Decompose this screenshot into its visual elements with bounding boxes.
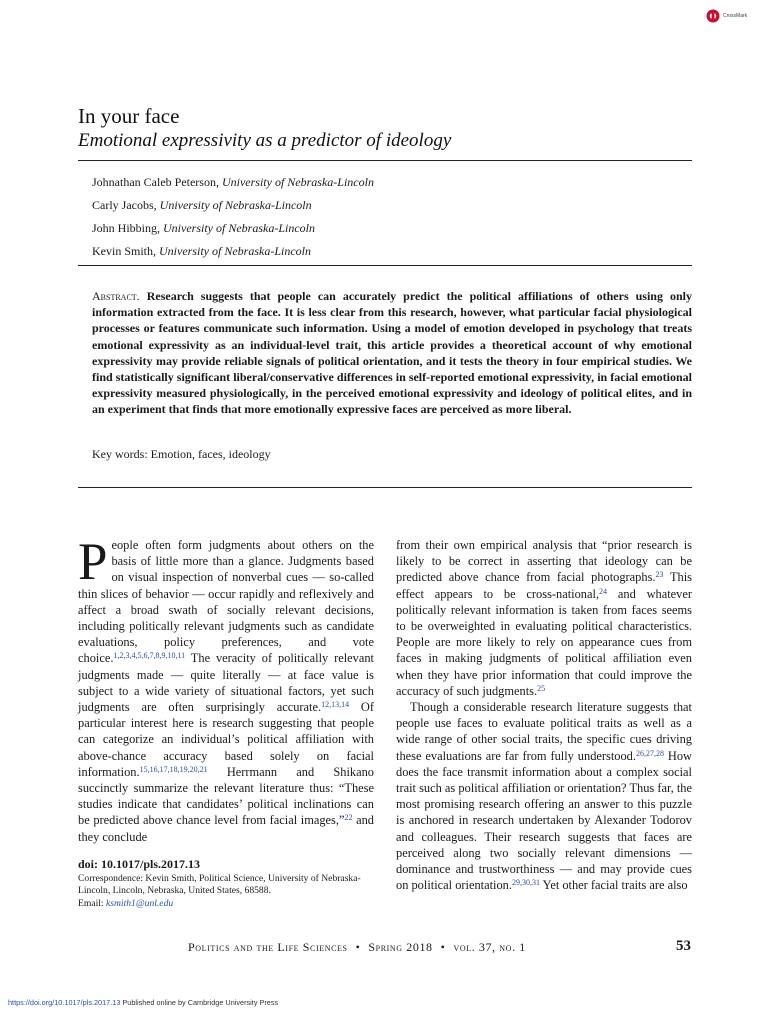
citation-ref[interactable]: 23 [655,570,664,580]
page-number: 53 [676,938,691,954]
published-online-line [8,998,278,1007]
crossmark-label: CrossMark [723,13,748,19]
doi-link[interactable]: https://doi.org/10.1017/pls.2017.13 [8,998,121,1007]
author-list [92,171,374,263]
keywords: Key words: Emotion, faces, ideology [92,447,271,461]
author-entry: Johnathan Caleb Peterson, University of Nebraska-Lincoln [92,175,374,189]
abstract-rule [78,487,692,488]
email-link[interactable]: ksmith1@unl.edu [105,897,174,909]
article-subtitle: Emotional expressivity as a predictor of ideology [78,130,452,151]
author-entry: Kevin Smith, University of Nebraska-Lincoln [92,244,311,258]
abstract [92,288,692,418]
author-affiliation: University of Nebraska-Lincoln [163,221,315,235]
doi: doi: 10.1017/pls.2017.13 [78,857,201,871]
body-text: How does the face transmit information about a complex social trait such as political affiliation or orientation? Thus far, the most promising research offering an answer to this puzzle is anchored in research undertaken by Alexander Todorov and colleagues. Their research suggests that faces are perceived along two socially relevant dimensions — dominance and trustworthiness — and may provide cues on political orientation. [396,748,692,893]
body-text: Though a considerable research literature suggests that people use faces to evaluate political traits as well as a wide range of other social traits, the specific cues driving these evaluations are far from fully understood. [396,700,692,763]
body-paragraph [396,537,692,699]
body-paragraph [78,533,374,845]
volume-issue: vol. 37, no. 1 [453,940,526,954]
citation-ref[interactable]: 24 [599,586,608,596]
abstract-text: Research suggests that people can accurately predict the political affiliations of others using only information extracted from the face. It is less clear from this research, however, what particular facial physiological processes or features communicate such information. Using a model of emotion developed in psychology that treats emotional expressivity as an individual-level trait, this article provides a theoretical account of why emotional expressivity may provide reliable signals of political orientation, and it tests the theory in four empirical studies. We find statistically significant liberal/conservative differences in self-reported emotional expressivity, in facial emotional expressivity measured physiologically, in the perceived emotional expressivity and ideology of political elites, and in an experiment that finds that more emotionally expressive faces are perceived as more liberal. [92,289,692,417]
published-text: Published online by Cambridge University Press [120,998,279,1007]
citation-ref[interactable]: 15,16,17,18,19,20,21 [139,764,208,774]
crossmark-badge[interactable] [706,9,747,23]
citation-ref[interactable]: 29,30,31 [511,878,540,888]
author-entry: Carly Jacobs, University of Nebraska-Lincoln [92,198,312,212]
bullet-separator: • [355,940,361,954]
body-text: Herrmann and Shikano succinctly summarize the relevant literature thus: “These studies indicate that candidates’ political inclinations can be predicted above chance level from facial images,” [78,764,374,828]
authors-rule [78,265,692,266]
body-text: and they conclude [78,813,374,844]
correspondence-text: Correspondence: Kevin Smith, Political Science, University of Nebraska-Lincoln, Lincoln, Nebraska, United States, 68588. [78,873,361,897]
email-label: Email: [78,897,104,909]
citation-ref[interactable]: 1,2,3,4,5,6,7,8,9,10,11 [113,651,186,661]
author-name: Carly Jacobs [92,198,154,212]
body-text: and whatever politically relevant information is taken from faces seems to be overweighted in evaluating political characteristics. People are more likely to rely on appearance cues from faces in making judgments of political affiliation even when they have prior information that could improve the accuracy of such judgments. [396,586,692,698]
body-text: eople often form judgments about others on the basis of little more than a glance. Judgments based on visual inspection of nonverbal cues — so-called thin slices of behavior — occur rapidly and reflexively and affect a broad swath of socially relevant decisions, including politically relevant judgments such as candidate evaluations, policy preferences, and vote choice. [78,538,374,666]
author-name: Johnathan Caleb Peterson [92,175,216,189]
citation-ref[interactable]: 12,13,14 [321,700,350,710]
body-text: Yet other facial traits are also [539,878,688,893]
author-name: Kevin Smith [92,244,154,258]
author-name: John Hibbing [92,221,158,235]
title-rule [78,160,692,161]
citation-ref[interactable]: 25 [537,683,546,693]
body-text: Of particular interest here is research suggesting that people can categorize an individual’s political affiliation with above-chance accuracy based solely on facial information. [78,700,374,779]
body-text: This effect appears to be cross-national, [396,570,692,601]
journal-name: Politics and the Life Sciences [188,940,348,954]
running-footer [188,940,526,955]
drop-cap: P [78,533,108,591]
abstract-label: Abstract. [92,289,140,303]
citation-ref[interactable]: 26,27,28 [635,748,664,758]
author-affiliation: University of Nebraska-Lincoln [221,175,374,189]
author-affiliation: University of Nebraska-Lincoln [159,198,312,212]
body-column-left [78,533,374,845]
body-text: from their own empirical analysis that “prior research is likely to be correct in asserting that ideology can be predicted above chance from facial photographs. [396,538,692,585]
author-affiliation: University of Nebraska-Lincoln [159,244,311,258]
article-title: In your face [78,104,180,128]
issue-date: Spring 2018 [368,940,433,954]
body-column-right [396,537,692,893]
correspondence [78,873,374,910]
body-paragraph [396,699,692,893]
body-text: The veracity of politically relevant judgments made — quite literally — at face value is subject to a wide variety of situational factors, yet such judgments are often surprisingly accurate. [78,651,374,715]
citation-ref[interactable]: 22 [344,813,353,823]
author-entry: John Hibbing, University of Nebraska-Lincoln [92,221,315,235]
crossmark-icon [706,9,720,23]
bullet-separator: • [440,940,446,954]
